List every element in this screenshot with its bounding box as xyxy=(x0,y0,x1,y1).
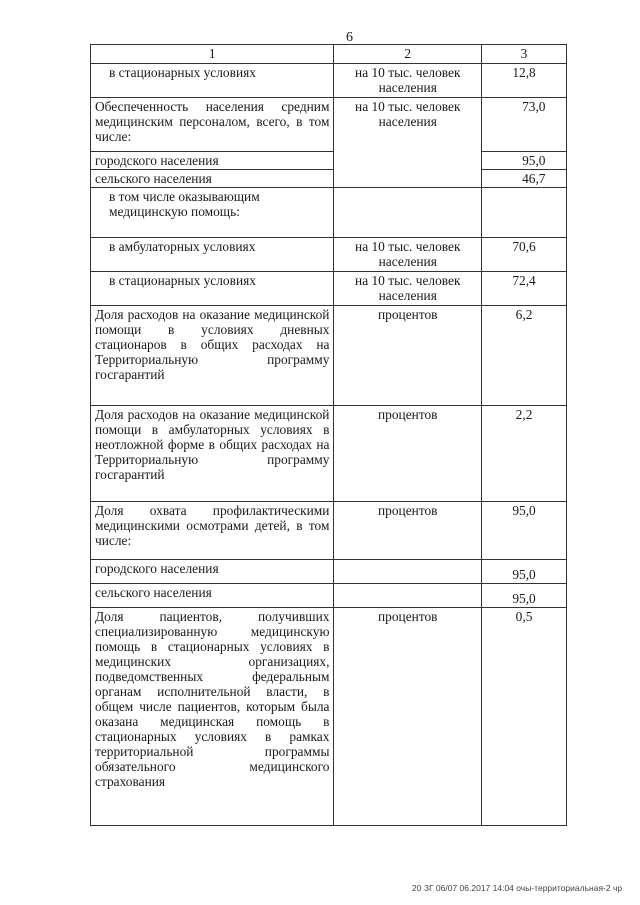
row-unit: процентов xyxy=(334,502,482,560)
row-unit xyxy=(334,560,482,584)
row-label: городского населения xyxy=(91,152,334,170)
column-header-2: 2 xyxy=(334,45,482,64)
table-row xyxy=(91,406,567,502)
row-value: 95,0 xyxy=(482,584,567,608)
table-row xyxy=(91,272,567,306)
indicators-table xyxy=(90,44,567,826)
row-label: в том числе оказывающим медицинскую помощь: xyxy=(91,188,334,238)
table-row xyxy=(91,238,567,272)
table-row xyxy=(91,502,567,560)
footer-stamp: 20 ЗГ 06/07 06.2017 14:04 очы-территориальная-2 чр xyxy=(412,883,623,893)
row-unit: на 10 тыс. человек населения xyxy=(334,98,482,188)
column-header-3: 3 xyxy=(482,45,567,64)
row-unit xyxy=(334,188,482,238)
row-unit: процентов xyxy=(334,406,482,502)
row-unit: на 10 тыс. человек населения xyxy=(334,238,482,272)
table-row xyxy=(91,98,567,152)
row-value: 95,0 xyxy=(482,502,567,560)
row-value: 72,4 xyxy=(482,272,567,306)
row-value: 6,2 xyxy=(482,306,567,406)
row-unit: на 10 тыс. человек населения xyxy=(334,272,482,306)
row-label: Доля расходов на оказание медицинской помощи в амбулаторных условиях в неотложной форме в общих расходах на Территориальную программу госгарантий xyxy=(91,406,334,502)
row-label: в амбулаторных условиях xyxy=(91,238,334,272)
table-header-row xyxy=(91,45,567,64)
row-value: 73,0 xyxy=(482,98,567,152)
row-value: 46,7 xyxy=(482,170,567,188)
row-label: сельского населения xyxy=(91,170,334,188)
row-label: Обеспеченность населения средним медицинским персоналом, всего, в том числе: xyxy=(91,98,334,152)
row-unit: процентов xyxy=(334,608,482,826)
row-value: 12,8 xyxy=(482,64,567,98)
row-value: 70,6 xyxy=(482,238,567,272)
table-row xyxy=(91,64,567,98)
row-label: городского населения xyxy=(91,560,334,584)
column-header-1: 1 xyxy=(91,45,334,64)
row-value: 0,5 xyxy=(482,608,567,826)
row-value xyxy=(482,188,567,238)
row-unit: процентов xyxy=(334,306,482,406)
row-unit: на 10 тыс. человек населения xyxy=(334,64,482,98)
row-label: Доля охвата профилактическими медицинскими осмотрами детей, в том числе: xyxy=(91,502,334,560)
row-value: 95,0 xyxy=(482,560,567,584)
row-label: Доля расходов на оказание медицинской помощи в условиях дневных стационаров в общих расходах на Территориальную программу госгарантий xyxy=(91,306,334,406)
table-row xyxy=(91,188,567,238)
row-label: сельского населения xyxy=(91,584,334,608)
table-row xyxy=(91,584,567,608)
table-row xyxy=(91,306,567,406)
row-value: 2,2 xyxy=(482,406,567,502)
table-row xyxy=(91,560,567,584)
row-value: 95,0 xyxy=(482,152,567,170)
row-unit xyxy=(334,584,482,608)
page-number: 6 xyxy=(346,30,353,45)
row-label: в стационарных условиях xyxy=(91,272,334,306)
table-row xyxy=(91,152,567,170)
row-label: Доля пациентов, получивших специализированную медицинскую помощь в стационарных условиях в медицинских организациях, подведомственных федеральным органам исполнительной власти, в общем числе пациентов, которым была оказана медицинская помощь в стационарных условиях в рамках территориальной программы обязательного медицинского страхования xyxy=(91,608,334,826)
row-label: в стационарных условиях xyxy=(91,64,334,98)
table-row xyxy=(91,170,567,188)
table-row xyxy=(91,608,567,826)
